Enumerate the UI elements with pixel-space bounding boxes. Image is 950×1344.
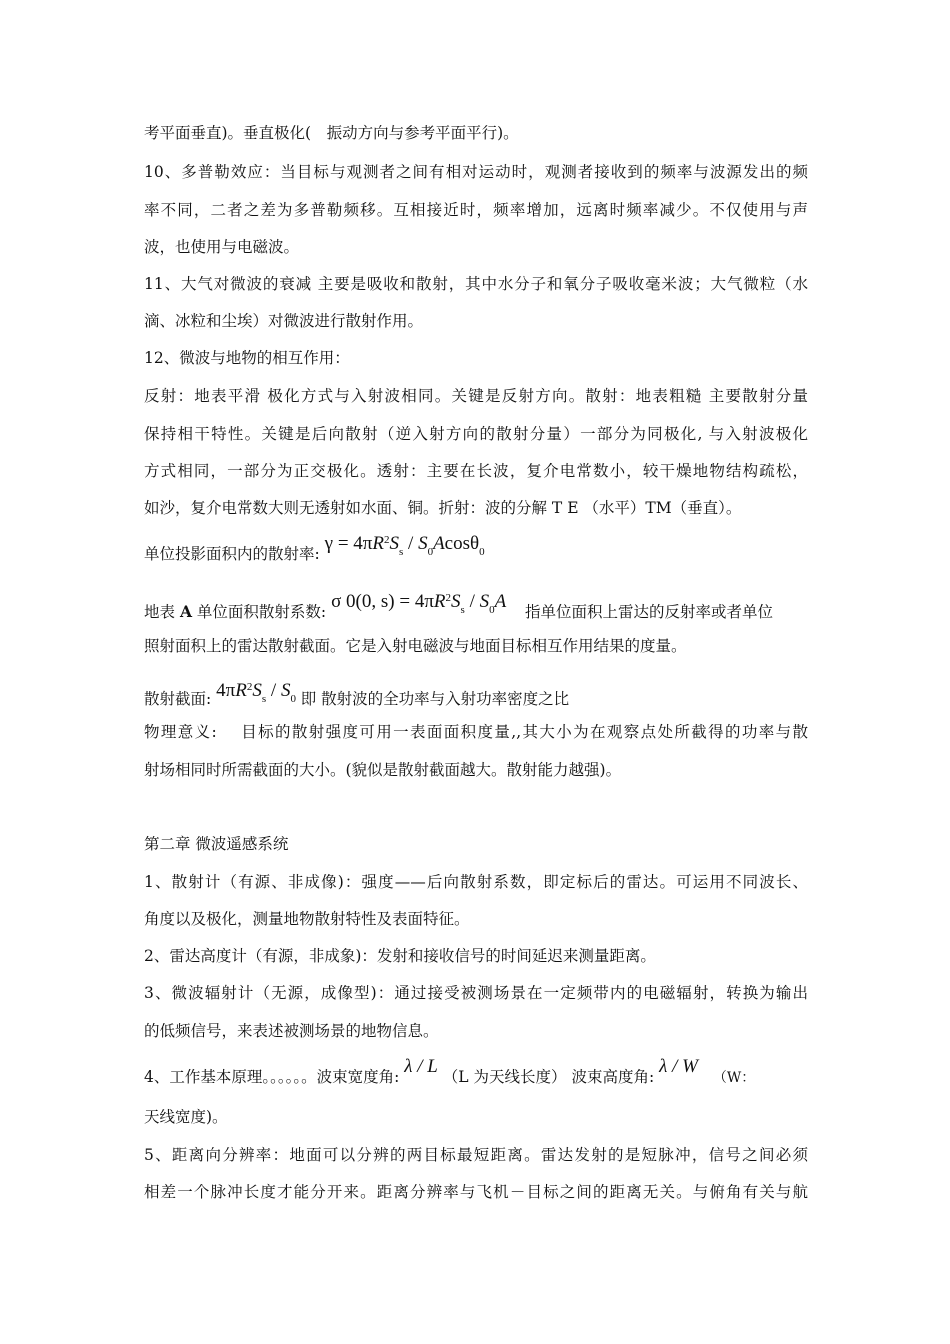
text-line: 10、多普勒效应：当目标与观测者之间有相对运动时，观测者接收到的频率与波源发出的频 — [144, 163, 808, 181]
text-line: 考平面垂直)。垂直极化( 振动方向与参考平面平行)。 — [144, 124, 519, 142]
beam-height-formula: λ / W — [659, 1056, 698, 1077]
gamma-formula: $\gamma = 4\pi R^2S_s / S_0Acos\theta_0$ — [324, 533, 485, 558]
text-line: 方式相同，一部分为正交极化。透射：主要在长波，复介电常数小，较干燥地物结构疏松， — [144, 462, 808, 480]
text-line: 11、大气对微波的衰减 主要是吸收和散射，其中水分子和氧分子吸收毫米波；大气微粒（水 — [144, 275, 808, 293]
text-line: 保持相干特性。关键是后向散射（逆入射方向的散射分量）一部分为同极化, 与入射波极化 — [144, 425, 808, 443]
gamma-formula-line — [144, 533, 808, 572]
text-line: 的低频信号，来表述被测场景的地物信息。 — [144, 1022, 439, 1040]
sigma-formula-line: 地表 A 单位面积散射系数: σ 0(0, $s) = 4\pi R^2S_s / S_0A$ 指单位面积上雷达的反射率或者单位 — [144, 591, 773, 621]
text-line: 2、雷达高度计（有源，非成象)：发射和接收信号的时间延迟来测量距离。 — [144, 947, 656, 965]
text-line: 如沙，复介电常数大则无透射如水面、铜。折射：波的分解 T E （水平）TM（垂直）。 — [144, 499, 742, 517]
beam-width-formula: λ / L — [404, 1056, 438, 1077]
cross-section-formula: $4\pi R^2S_s / S_0$ — [216, 680, 296, 705]
text-line: 3、微波辐射计（无源，成像型)：通过接受被测场景在一定频带内的电磁辐射，转换为输出 — [144, 984, 808, 1002]
text-line: 滴、冰粒和尘埃）对微波进行散射作用。 — [144, 312, 424, 330]
chapter-heading: 第二章 微波遥感系统 — [144, 835, 289, 853]
cross-section-line: 散射截面: $4\pi R^2S_s / S_0$ 即 散射波的全功率与入射功率密度之比 — [144, 680, 570, 708]
text-line: 相差一个脉冲长度才能分开来。距离分辨率与飞机－目标之间的距离无关。与俯角有关与航 — [144, 1183, 808, 1201]
text-line: 天线宽度)。 — [144, 1108, 228, 1126]
text-line: 物理意义: 目标的散射强度可用一表面面积度量,,其大小为在观察点处所截得的功率与散 — [144, 723, 808, 741]
text-line: 波，也使用与电磁波。 — [144, 238, 300, 256]
sigma-formula: σ 0(0, $s) = 4\pi R^2S_s / S_0A$ — [331, 591, 507, 616]
text-line: 射场相同时所需截面的大小。(貌似是散射截面越大。散射能力越强)。 — [144, 761, 622, 779]
text-line: 1、散射计（有源、非成像)：强度——后向散射系数，即定标后的雷达。可运用不同波长、 — [144, 873, 808, 891]
formula-label: 单位投影面积内的散射率: — [144, 545, 320, 563]
text-line: 照射面积上的雷达散射截面。它是入射电磁波与地面目标相互作用结果的度量。 — [144, 637, 687, 655]
text-line: 12、微波与地物的相互作用： — [144, 349, 350, 367]
beam-angle-line: 4、工作基本原理。。。。。。波束宽度角: λ / L （L 为天线长度） 波束高度角: λ / W （W： — [144, 1056, 756, 1086]
text-line: 角度以及极化，测量地物散射特性及表面特征。 — [144, 910, 470, 928]
text-line: 反射：地表平滑 极化方式与入射波相同。关键是反射方向。散射：地表粗糙 主要散射分量 — [144, 387, 808, 405]
text-line: 5、距离向分辨率：地面可以分辨的两目标最短距离。雷达发射的是短脉冲，信号之间必须 — [144, 1146, 808, 1164]
text-line: 率不同，二者之差为多普勒频移。互相接近时，频率增加，远离时频率减少。不仅使用与声 — [144, 201, 808, 219]
